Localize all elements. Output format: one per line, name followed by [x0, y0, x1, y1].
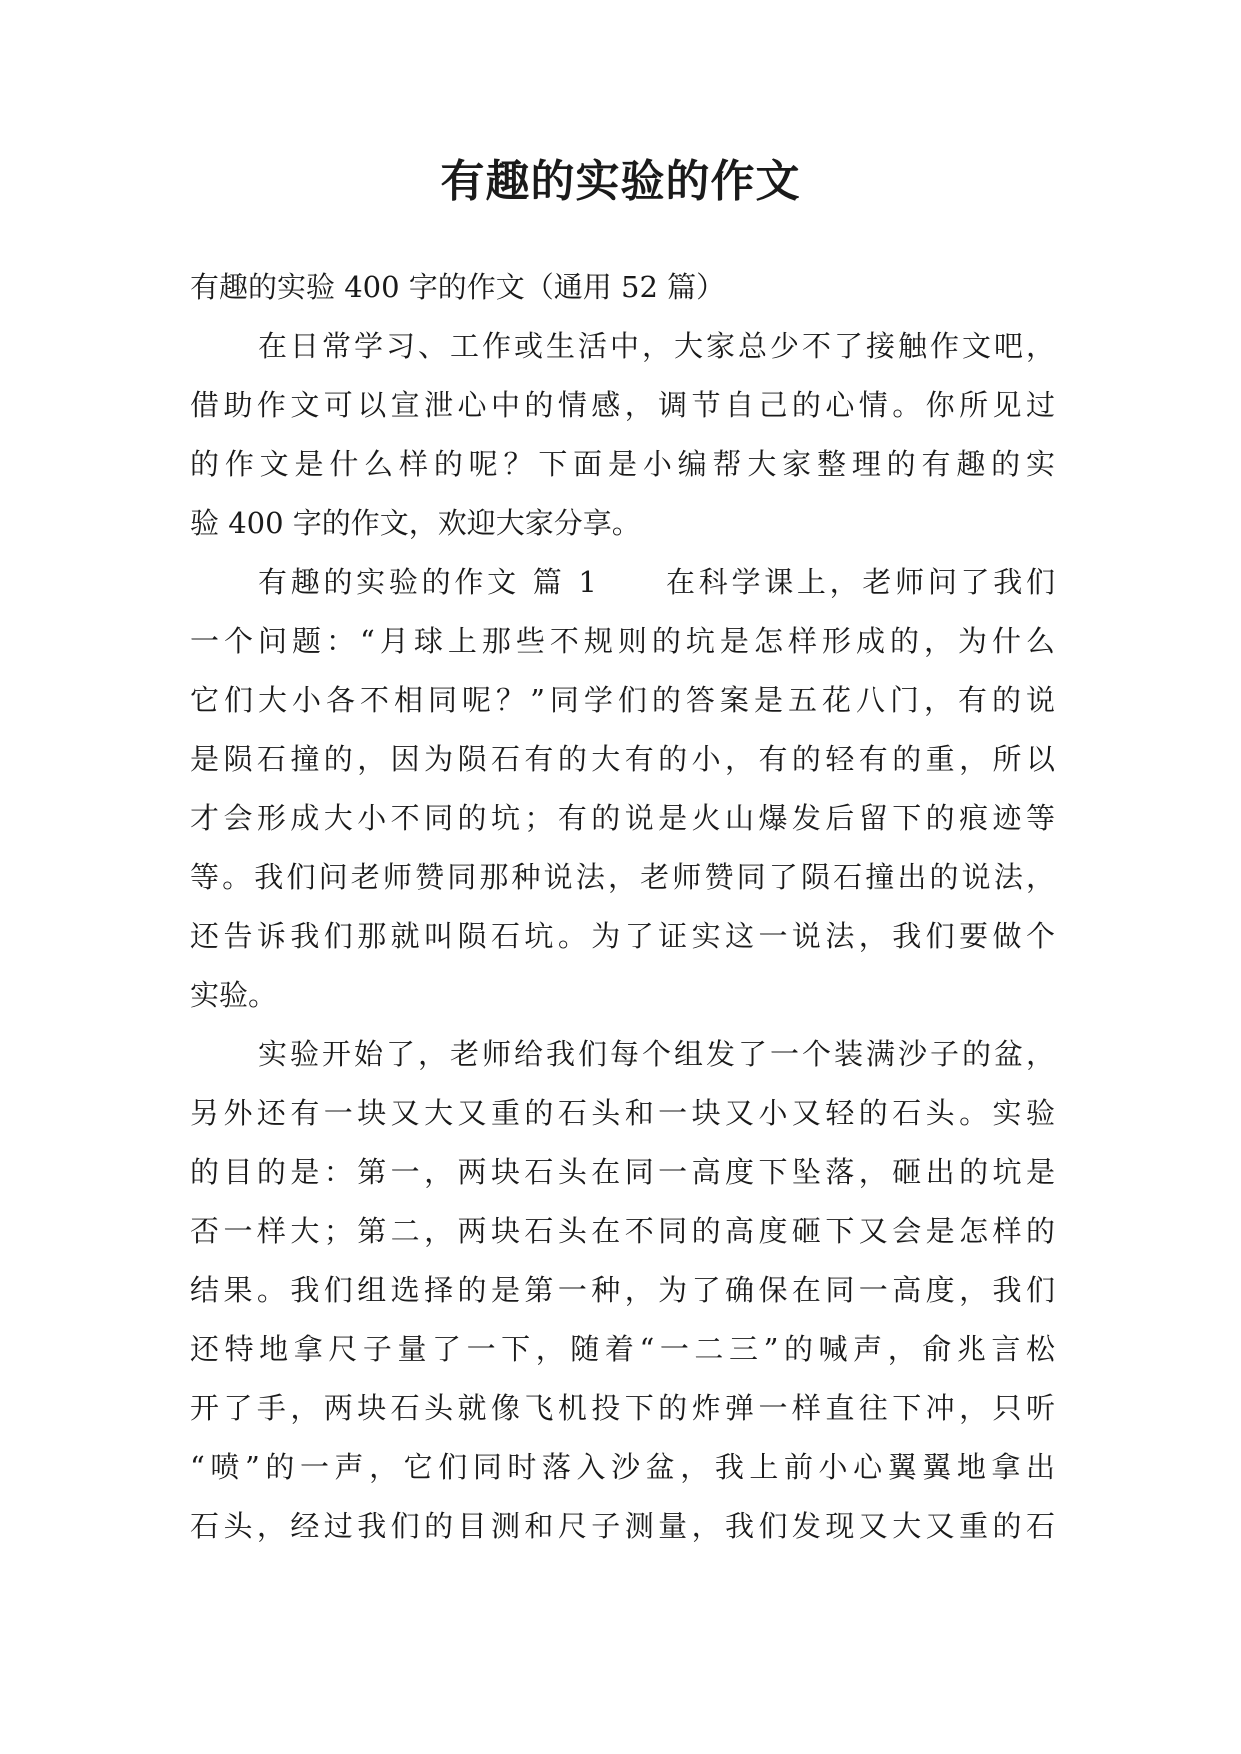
essay1-line-2: 一个问题：“月球上那些不规则的坑是怎样形成的，为什么 [190, 624, 1055, 658]
essay2-line-3: 的目的是：第一，两块石头在同一高度下坠落，砸出的坑是 [190, 1155, 1055, 1189]
intro-line-4: 验 400 字的作文，欢迎大家分享。 [190, 506, 641, 540]
essay1-line-7: 还告诉我们那就叫陨石坑。为了证实这一说法，我们要做个 [190, 919, 1055, 953]
essay2-line-4: 否一样大；第二，两块石头在不同的高度砸下又会是怎样的 [190, 1214, 1055, 1248]
intro-line-2: 借助作文可以宣泄心中的情感，调节自己的心情。你所见过 [190, 388, 1055, 422]
essay2-line-5: 结果。我们组选择的是第一种，为了确保在同一高度，我们 [190, 1273, 1055, 1307]
document-title: 有趣的实验的作文 [440, 156, 801, 207]
essay1-line-4: 是陨石撞的，因为陨石有的大有的小，有的轻有的重，所以 [190, 742, 1055, 776]
essay2-line-1: 实验开始了，老师给我们每个组发了一个装满沙子的盆， [258, 1037, 1055, 1071]
essay2-line-7: 开了手，两块石头就像飞机投下的炸弹一样直往下冲，只听 [190, 1391, 1055, 1425]
essay1-line-5: 才会形成大小不同的坑；有的说是火山爆发后留下的痕迹等 [190, 801, 1055, 835]
essay1-line-6: 等。我们问老师赞同那种说法，老师赞同了陨石撞出的说法， [190, 860, 1055, 894]
essay2-line-8: “喷”的一声，它们同时落入沙盆，我上前小心翼翼地拿出 [190, 1450, 1055, 1484]
essay2-line-9: 石头，经过我们的目测和尺子测量，我们发现又大又重的石 [190, 1509, 1055, 1543]
essay1-line-1: 有趣的实验的作文 篇 1 在科学课上，老师问了我们 [258, 565, 1055, 599]
intro-line-3: 的作文是什么样的呢？下面是小编帮大家整理的有趣的实 [190, 447, 1055, 481]
intro-line-1: 在日常学习、工作或生活中，大家总少不了接触作文吧， [258, 329, 1055, 363]
subtitle-line: 有趣的实验 400 字的作文（通用 52 篇） [190, 270, 726, 304]
essay2-line-6: 还特地拿尺子量了一下，随着“一二三”的喊声，俞兆言松 [190, 1332, 1055, 1366]
document-body [190, 258, 1055, 1556]
essay1-line-3: 它们大小各不相同呢？”同学们的答案是五花八门，有的说 [190, 683, 1055, 717]
essay2-line-2: 另外还有一块又大又重的石头和一块又小又轻的石头。实验 [190, 1096, 1055, 1130]
essay1-line-8: 实验。 [190, 978, 278, 1012]
